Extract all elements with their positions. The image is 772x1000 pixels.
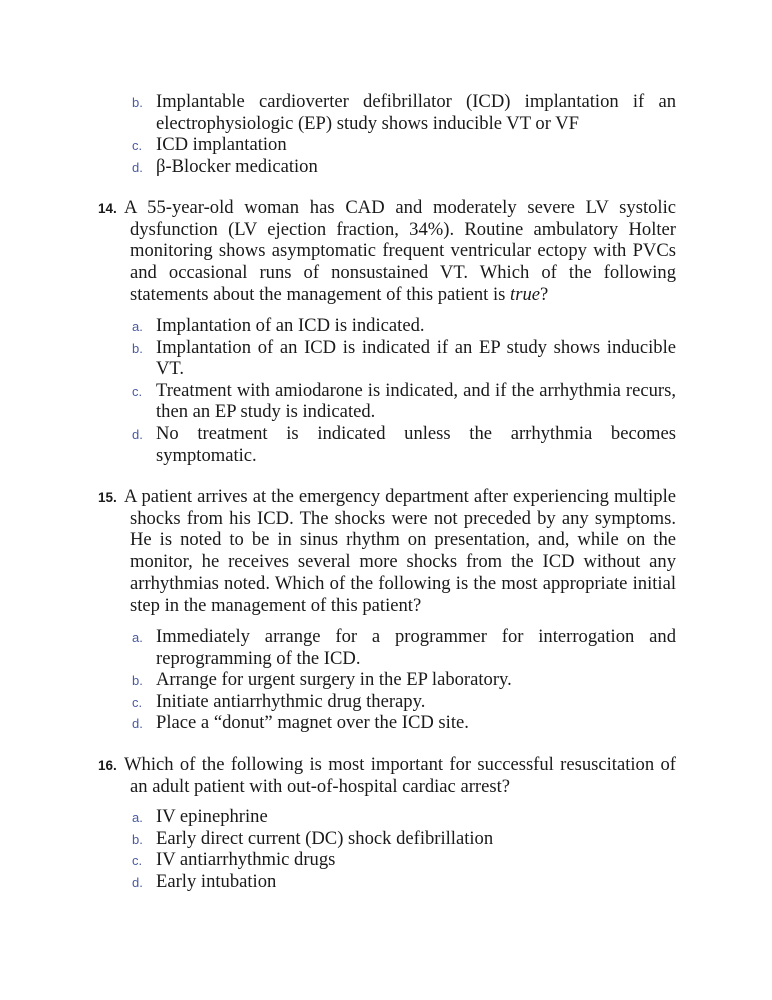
option-text: Initiate antiarrhythmic drug therapy.: [156, 690, 426, 712]
option-text: Early intubation: [156, 870, 277, 892]
option-text: IV epinephrine: [156, 806, 268, 827]
q15-options: [132, 626, 676, 734]
q13-option-d: [132, 156, 676, 178]
q13-options: [132, 91, 676, 177]
stem-text: A 55-year-old woman has CAD and moderately severe LV systolic dysfunction (LV ejection fraction, 34%). Routine ambulatory Holter monitoring shows asymptomatic frequent ventricular ectopy with PVCs and occasional runs of nonsustained VT. Which of the following statements about the management of this patient is: [124, 197, 676, 305]
option-letter: d.: [132, 716, 143, 732]
question-number: 16.: [98, 758, 117, 773]
stem-emphasis: true: [510, 283, 540, 305]
option-text: Arrange for urgent surgery in the EP laboratory.: [156, 669, 512, 691]
question-16: [98, 754, 676, 797]
q15-option-a: [132, 626, 676, 669]
option-text: Place a “donut” magnet over the ICD site.: [156, 712, 469, 734]
option-letter: d.: [132, 159, 143, 175]
q14-options: [132, 315, 676, 466]
option-letter: b.: [132, 831, 143, 847]
option-letter: c.: [132, 853, 143, 869]
option-letter: b.: [132, 95, 143, 110]
q15-option-d: [132, 712, 676, 734]
option-letter: c.: [132, 694, 143, 710]
q13-option-b: [132, 91, 676, 134]
q16-option-b: [132, 828, 676, 850]
option-text: No treatment is indicated unless the arrhythmia becomes symptomatic.: [156, 422, 676, 466]
option-text: Immediately arrange for a programmer for interrogation and reprogramming of the ICD.: [156, 626, 676, 669]
option-letter: b.: [132, 673, 143, 689]
question-stem: A patient arrives at the emergency department after experiencing multiple shocks from his ICD. The shocks were not preceded by any symptoms. He is noted to be in sinus rhythm on presentation, and, while on the monitor, he receives several more shocks from the ICD without any arrhythmias noted. Which of the following is the most appropriate initial step in the management of this patient?: [124, 486, 676, 616]
question-stem: [98, 197, 676, 306]
option-letter: c.: [132, 138, 143, 154]
q14-option-c: [132, 380, 676, 423]
question-15: [98, 486, 676, 616]
question-stem: Which of the following is most important for successful resuscitation of an adult patient with out-of-hospital cardiac arrest?: [124, 754, 676, 797]
option-text: IV antiarrhythmic drugs: [156, 849, 336, 871]
q16-options: [132, 806, 676, 892]
option-letter: d.: [132, 874, 143, 890]
q13-option-c: [132, 134, 676, 156]
question-number: 15.: [98, 490, 117, 505]
q15-option-b: [132, 669, 676, 691]
option-letter: c.: [132, 383, 143, 399]
q16-option-c: [132, 849, 676, 871]
option-text: β-Blocker medication: [156, 155, 318, 177]
option-text: Implantation of an ICD is indicated.: [156, 315, 425, 336]
question-14: [98, 197, 676, 306]
option-letter: a.: [132, 630, 143, 645]
option-text: Implantation of an ICD is indicated if an EP study shows inducible VT.: [156, 336, 676, 380]
option-text: ICD implantation: [156, 134, 287, 156]
option-text: Early direct current (DC) shock defibrillation: [156, 827, 494, 849]
q14-option-d: [132, 423, 676, 466]
option-letter: b.: [132, 340, 143, 356]
q15-option-c: [132, 691, 676, 713]
option-letter: d.: [132, 426, 143, 442]
q14-option-a: [132, 315, 676, 337]
option-text: Implantable cardioverter defibrillator (ICD) implantation if an electrophysiologic (EP) study shows inducible VT or VF: [156, 91, 676, 134]
option-letter: a.: [132, 319, 143, 334]
q14-option-b: [132, 337, 676, 380]
question-number: 14.: [98, 201, 117, 216]
q16-option-d: [132, 871, 676, 893]
stem-end: ?: [540, 283, 549, 305]
option-letter: a.: [132, 810, 143, 825]
q16-option-a: [132, 806, 676, 828]
option-text: Treatment with amiodarone is indicated, and if the arrhythmia recurs, then an EP study is indicated.: [156, 379, 676, 423]
